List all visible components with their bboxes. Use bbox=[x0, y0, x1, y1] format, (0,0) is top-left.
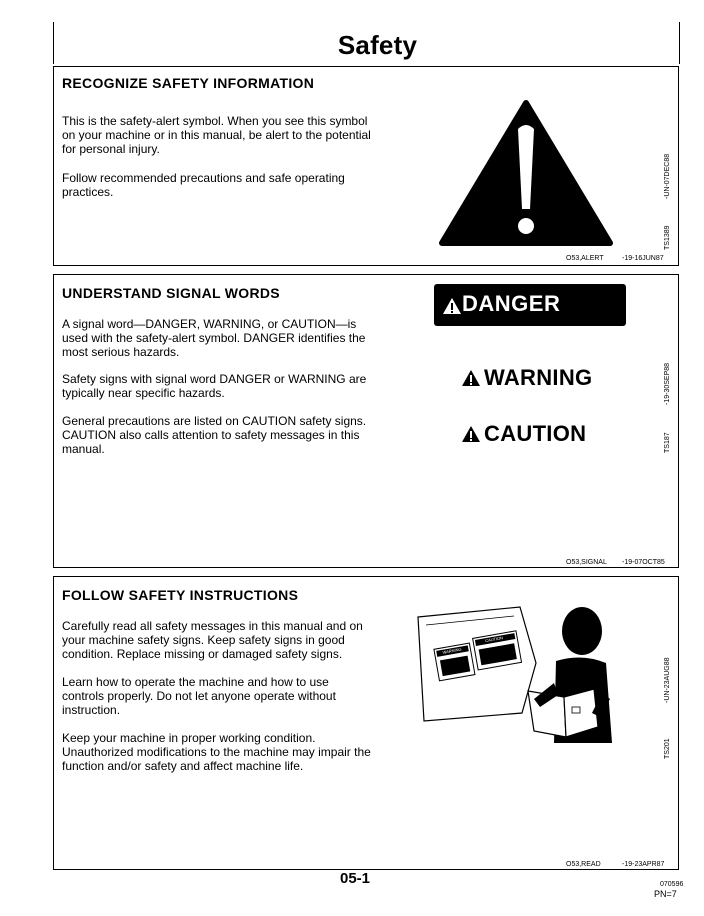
paragraph: Safety signs with signal word DANGER or WARNING are typically near specific hazards. bbox=[62, 372, 367, 400]
reference-code: O53,READ bbox=[566, 861, 601, 868]
footer-code: 070596 bbox=[660, 881, 684, 888]
warning-label: WARNING bbox=[484, 365, 593, 390]
reference-code: -19-16JUN87 bbox=[622, 255, 664, 262]
page-title: Safety bbox=[337, 30, 418, 60]
section-recognize-safety bbox=[53, 66, 679, 266]
section-follow-instructions bbox=[53, 576, 679, 870]
page-header bbox=[53, 22, 680, 64]
page-reference: PN=7 bbox=[654, 889, 677, 899]
paragraph: A signal word—DANGER, WARNING, or CAUTION—is used with the safety-alert symbol. DANGER identifies the most serious hazards. bbox=[62, 317, 366, 359]
danger-label: DANGER bbox=[462, 291, 561, 316]
reference-code: O53,ALERT bbox=[566, 255, 604, 262]
figure-code: TS201 bbox=[664, 738, 671, 759]
section-signal-words bbox=[53, 274, 679, 568]
paragraph: General precautions are listed on CAUTION safety signs. CAUTION also calls attention to safety messages in this manual. bbox=[62, 414, 367, 456]
section-heading: RECOGNIZE SAFETY INFORMATION bbox=[62, 75, 315, 91]
operator-reading-manual-illustration bbox=[416, 603, 636, 753]
paragraph: Learn how to operate the machine and how to use controls properly. Do not let anyone operate without instruction. bbox=[62, 675, 336, 717]
sign-label: WARNING bbox=[442, 646, 462, 655]
paragraph: Keep your machine in proper working condition. Unauthorized modifications to the machine may impair the function and/or safety and affect machine life. bbox=[62, 731, 371, 773]
safety-alert-triangle-icon bbox=[438, 99, 614, 247]
alert-triangle-icon bbox=[442, 297, 462, 315]
section-heading: UNDERSTAND SIGNAL WORDS bbox=[62, 285, 280, 301]
alert-triangle-icon bbox=[461, 369, 481, 387]
caution-label: CAUTION bbox=[484, 421, 587, 446]
figure-code: TS1389 bbox=[664, 225, 671, 250]
figure-code: -UN-07DEC88 bbox=[664, 153, 671, 199]
reference-code: -19-23APR87 bbox=[622, 861, 665, 868]
paragraph: This is the safety-alert symbol. When you see this symbol on your machine or in this manual, be alert to the potential for personal injury. bbox=[62, 114, 371, 156]
reference-code: O53,SIGNAL bbox=[566, 559, 607, 566]
figure-code: -19-30SEP88 bbox=[664, 362, 671, 405]
figure-code: -UN-23AUG88 bbox=[664, 657, 671, 703]
paragraph: Carefully read all safety messages in this manual and on your machine safety signs. Keep safety signs in good condition. Replace missing or damaged safety signs. bbox=[62, 619, 363, 661]
sign-label: CAUTION bbox=[484, 635, 504, 644]
paragraph: Follow recommended precautions and safe operating practices. bbox=[62, 171, 345, 199]
reference-code: -19-07OCT85 bbox=[622, 559, 665, 566]
section-heading: FOLLOW SAFETY INSTRUCTIONS bbox=[62, 587, 299, 603]
danger-sign bbox=[434, 284, 626, 326]
figure-code: TS187 bbox=[664, 432, 671, 453]
alert-triangle-icon bbox=[461, 425, 481, 443]
page-number: 05-1 bbox=[340, 870, 371, 887]
